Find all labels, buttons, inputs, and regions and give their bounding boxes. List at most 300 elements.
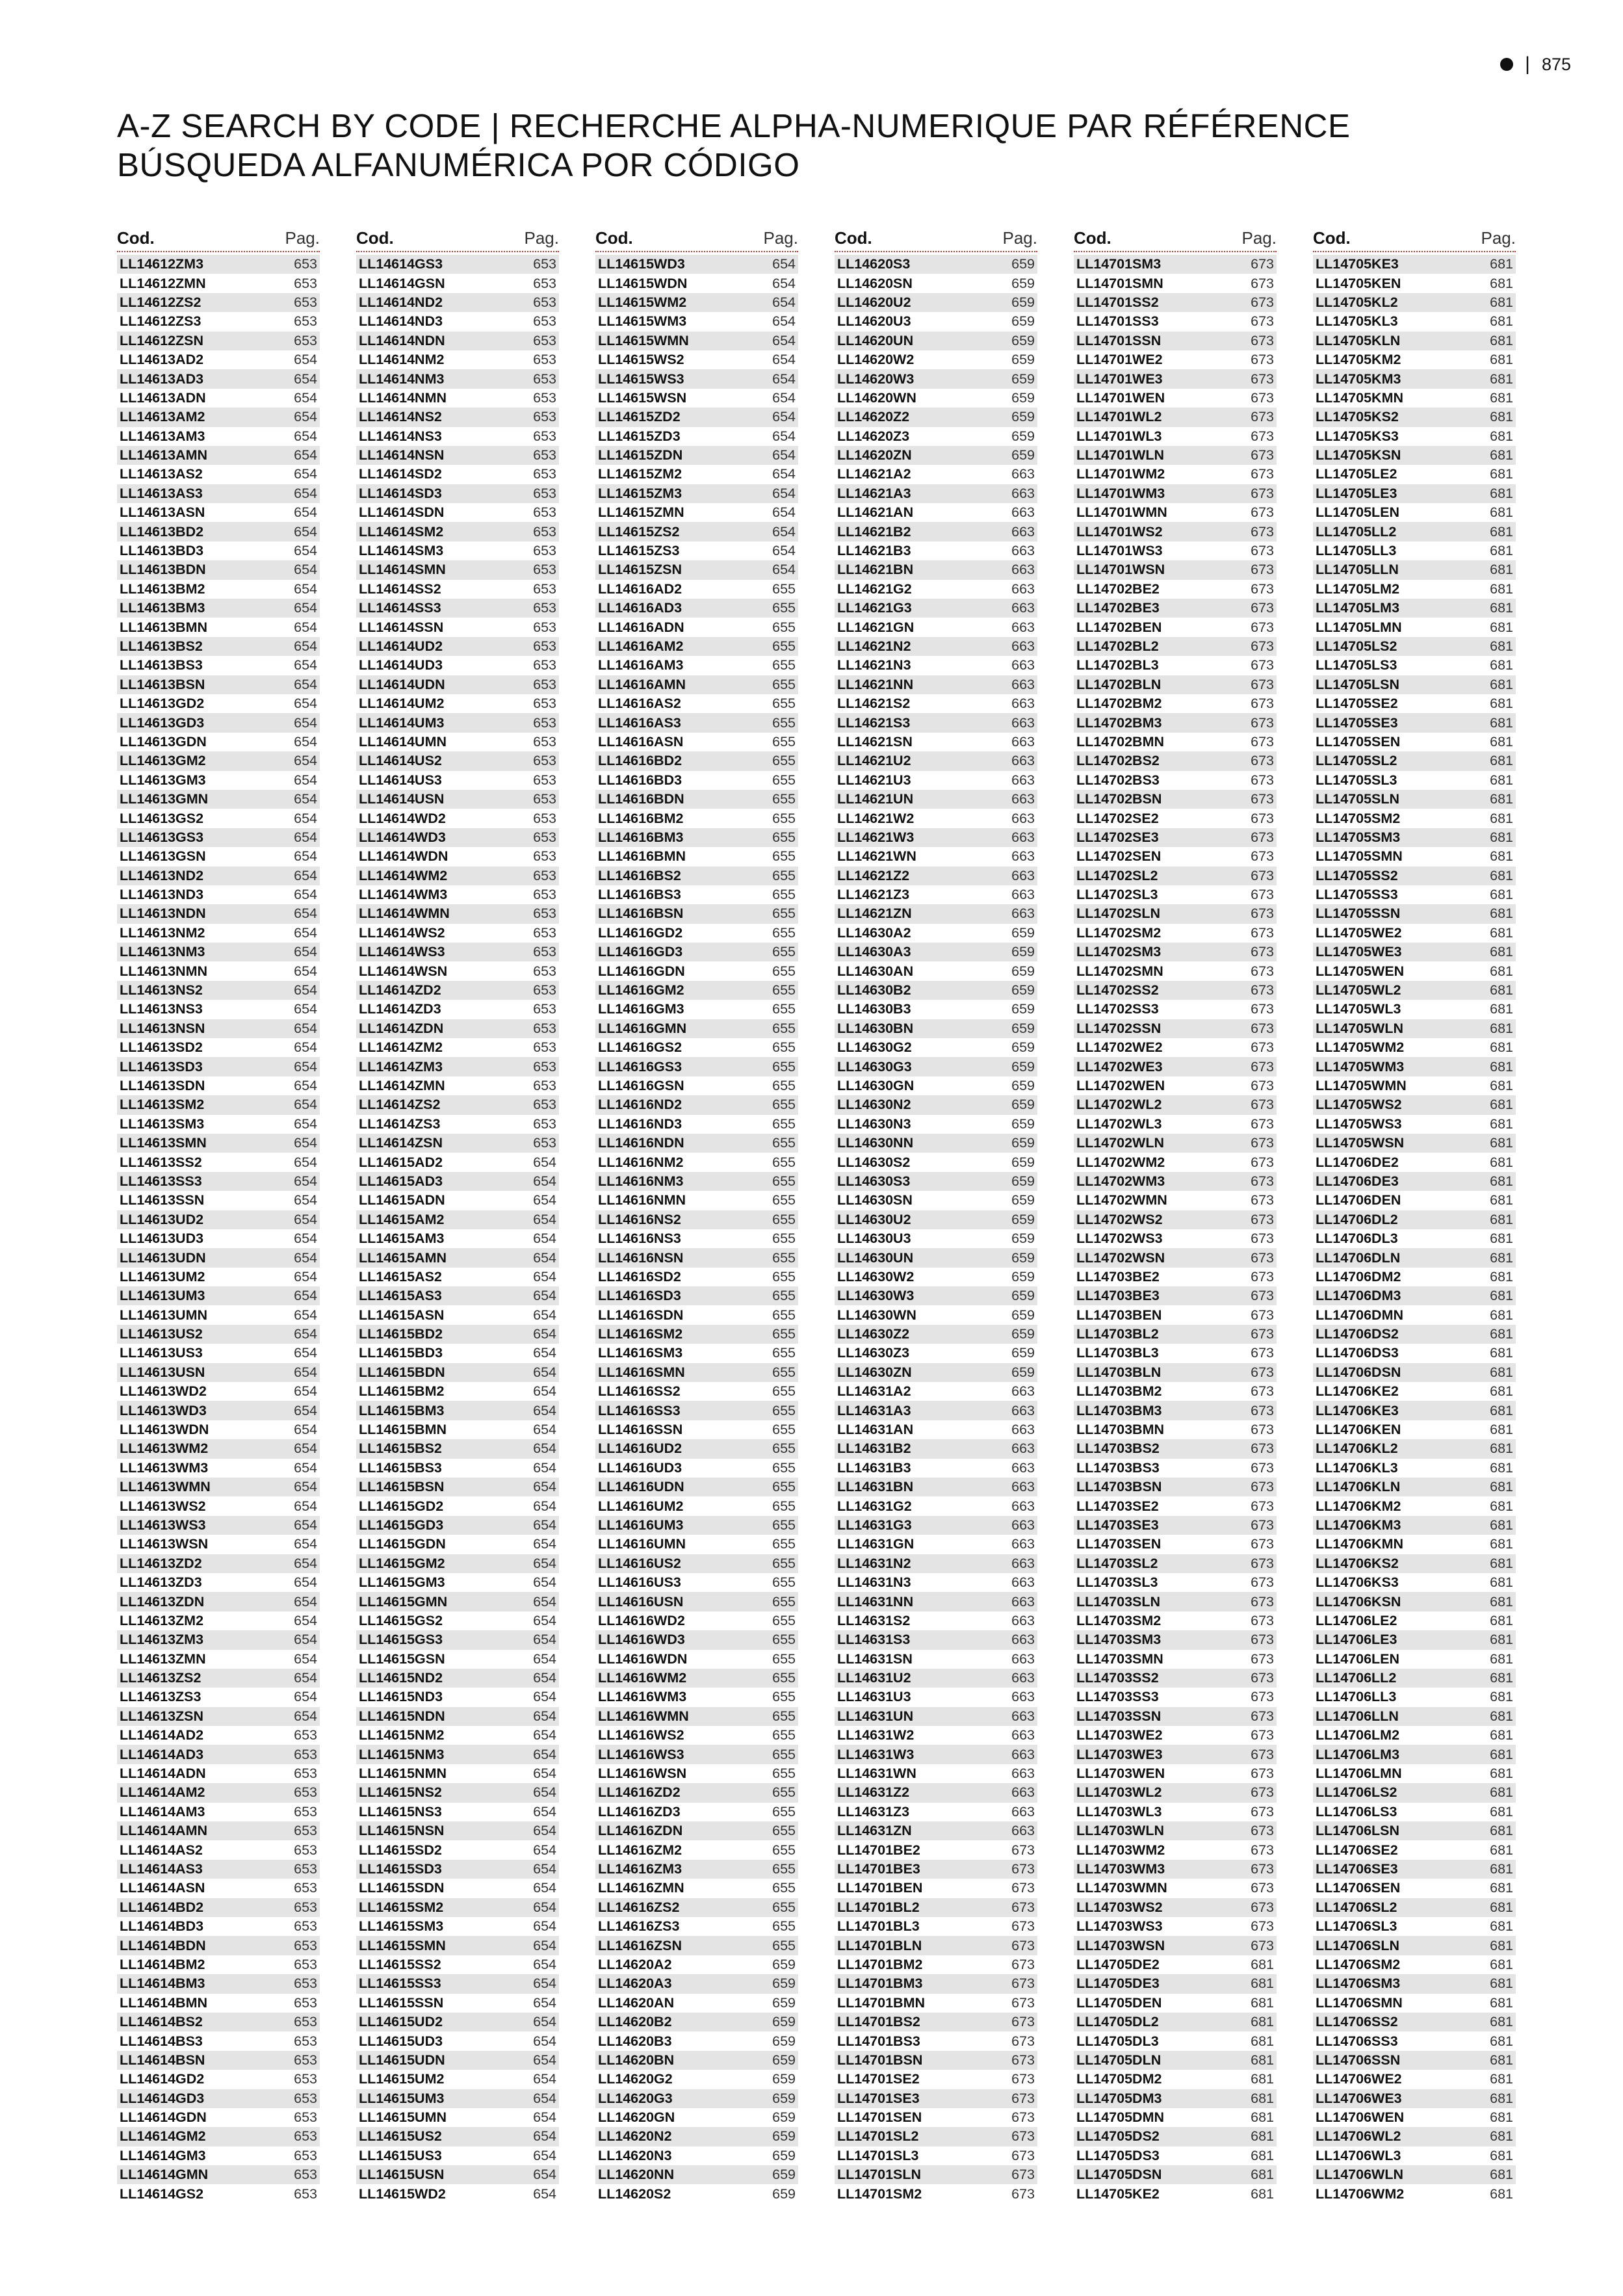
product-code: LL14616GM3 <box>598 1001 684 1017</box>
product-code: LL14702WE3 <box>1076 1058 1163 1075</box>
page-ref: 654 <box>294 1135 317 1151</box>
index-row <box>1074 2051 1277 2070</box>
page-ref: 655 <box>772 581 796 597</box>
page-ref: 655 <box>772 848 796 865</box>
page-ref: 655 <box>772 982 796 998</box>
page-ref: 681 <box>1490 1727 1513 1743</box>
page-ref: 663 <box>1011 619 1035 635</box>
product-code: LL14620GN <box>598 2109 675 2126</box>
index-row <box>356 1286 559 1305</box>
index-row <box>595 1286 798 1305</box>
page-ref: 673 <box>1251 867 1274 883</box>
product-code: LL14614ZM2 <box>359 1039 443 1056</box>
index-rows <box>835 255 1037 2204</box>
page-ref: 653 <box>533 1058 556 1075</box>
index-row <box>1074 790 1277 809</box>
page-ref: 654 <box>294 1650 317 1667</box>
page-ref: 655 <box>772 753 796 769</box>
product-code: LL14705SE3 <box>1316 714 1398 731</box>
product-code: LL14615SD2 <box>359 1842 442 1858</box>
page-ref: 681 <box>1490 963 1513 979</box>
product-code: LL14616SM2 <box>598 1326 683 1342</box>
page-ref: 663 <box>1011 1766 1035 1782</box>
page-ref: 654 <box>294 1708 317 1724</box>
product-code: LL14614BDN <box>120 1937 206 1953</box>
page-ref: 681 <box>1490 676 1513 692</box>
page-ref: 673 <box>1251 1058 1274 1075</box>
page-ref: 681 <box>1490 1249 1513 1266</box>
page-ref: 663 <box>1011 791 1035 807</box>
page-ref: 654 <box>533 1784 556 1801</box>
product-code: LL14703SS2 <box>1076 1670 1159 1686</box>
index-row <box>117 484 320 503</box>
product-code: LL14614WS2 <box>359 924 445 941</box>
page-ref: 681 <box>1490 1612 1513 1628</box>
product-code: LL14614BD2 <box>120 1899 204 1915</box>
index-row <box>356 675 559 694</box>
product-code: LL14705LL3 <box>1316 543 1397 559</box>
index-row <box>356 1707 559 1726</box>
product-code: LL14614AS2 <box>120 1842 203 1858</box>
page-ref: 673 <box>1251 1574 1274 1591</box>
product-code: LL14614WM2 <box>359 867 448 883</box>
index-row <box>1313 274 1516 293</box>
index-row <box>1313 1898 1516 1917</box>
product-code: LL14615WS2 <box>598 352 684 368</box>
index-row <box>595 1554 798 1573</box>
page-ref: 673 <box>1251 485 1274 501</box>
index-row <box>835 1210 1037 1229</box>
page-ref: 681 <box>1490 1058 1513 1075</box>
index-row <box>595 1955 798 1974</box>
product-code: LL14615ND3 <box>359 1689 443 1705</box>
product-code: LL14616GDN <box>598 963 685 979</box>
page-ref: 654 <box>294 1211 317 1227</box>
product-code: LL14616SDN <box>598 1307 684 1323</box>
page-ref: 655 <box>772 1441 796 1457</box>
page-ref: 681 <box>1490 2128 1513 2145</box>
page-ref: 654 <box>294 1115 317 1132</box>
product-code: LL14621G3 <box>837 600 912 616</box>
index-row <box>356 713 559 732</box>
product-code: LL14702SLN <box>1076 906 1161 922</box>
index-row <box>117 981 320 1000</box>
page-ref: 654 <box>294 409 317 425</box>
product-code: LL14614US2 <box>359 753 442 769</box>
page-ref: 681 <box>1490 1307 1513 1323</box>
product-code: LL14630A2 <box>837 924 911 941</box>
product-code: LL14631UN <box>837 1708 914 1724</box>
index-row <box>356 1038 559 1057</box>
product-code: LL14615GS3 <box>359 1632 443 1648</box>
page-ref: 653 <box>533 906 556 922</box>
page-ref: 655 <box>772 1918 796 1935</box>
page-ref: 681 <box>1490 2185 1513 2202</box>
page-ref: 655 <box>772 657 796 673</box>
product-code: LL14616UM2 <box>598 1498 684 1514</box>
index-row <box>1313 255 1516 274</box>
product-code: LL14615ADN <box>359 1192 445 1208</box>
index-row <box>1074 713 1277 732</box>
index-row <box>1074 1095 1277 1114</box>
product-code: LL14613WD3 <box>120 1402 207 1418</box>
product-code: LL14701SL3 <box>837 2147 919 2163</box>
product-code: LL14614UM3 <box>359 714 445 731</box>
page-ref: 655 <box>772 1670 796 1686</box>
page-ref: 655 <box>772 1039 796 1056</box>
product-code: LL14615AM3 <box>359 1231 445 1247</box>
product-code: LL14706KE2 <box>1316 1383 1399 1400</box>
page-ref: 681 <box>1251 2109 1274 2126</box>
page-ref: 681 <box>1490 523 1513 540</box>
product-code: LL14616AM2 <box>598 638 684 654</box>
page-ref: 655 <box>772 1115 796 1132</box>
index-row <box>835 809 1037 828</box>
product-code: LL14631S3 <box>837 1632 911 1648</box>
product-code: LL14616ZM2 <box>598 1842 682 1858</box>
page-ref: 681 <box>1490 1231 1513 1247</box>
product-code: LL14613ZM3 <box>120 1632 204 1648</box>
product-code: LL14614ZS3 <box>359 1115 441 1132</box>
product-code: LL14631N2 <box>837 1555 911 1571</box>
page-ref: 663 <box>1011 1670 1035 1686</box>
index-row <box>595 771 798 790</box>
index-row <box>117 408 320 426</box>
page-ref: 663 <box>1011 1689 1035 1705</box>
index-row <box>117 1382 320 1401</box>
page-ref: 681 <box>1490 1441 1513 1457</box>
index-row <box>356 1268 559 1286</box>
page-ref: 681 <box>1490 447 1513 463</box>
index-row <box>835 484 1037 503</box>
page-ref: 681 <box>1490 1956 1513 1972</box>
index-row <box>117 255 320 274</box>
index-row <box>595 1076 798 1095</box>
index-row <box>1074 1038 1277 1057</box>
page-ref: 654 <box>294 1632 317 1648</box>
index-row <box>835 1726 1037 1745</box>
index-row <box>595 1095 798 1114</box>
product-code: LL14616NM3 <box>598 1173 684 1189</box>
page-ref: 673 <box>1011 1880 1035 1896</box>
product-code: LL14620N3 <box>598 2147 672 2163</box>
index-row <box>595 2051 798 2070</box>
page-ref: 655 <box>772 1727 796 1743</box>
product-code: LL14703SM3 <box>1076 1632 1162 1648</box>
index-row <box>835 1248 1037 1267</box>
product-code: LL14620A2 <box>598 1956 672 1972</box>
page-ref: 655 <box>772 1211 796 1227</box>
index-row <box>1313 1305 1516 1324</box>
index-row <box>595 1764 798 1783</box>
page-ref: 681 <box>1490 848 1513 865</box>
product-code: LL14706LSN <box>1316 1823 1400 1839</box>
product-code: LL14615SDN <box>359 1880 445 1896</box>
page-title <box>117 107 1351 185</box>
index-row <box>117 771 320 790</box>
index-row <box>595 599 798 618</box>
page-ref: 653 <box>533 294 556 310</box>
product-code: LL14615ZD3 <box>598 428 681 444</box>
product-code: LL14706KE3 <box>1316 1402 1399 1418</box>
page-ref: 655 <box>772 1766 796 1782</box>
product-code: LL14703WMN <box>1076 1880 1167 1896</box>
index-row <box>1313 1344 1516 1363</box>
index-row <box>595 1134 798 1153</box>
index-row <box>835 1650 1037 1669</box>
index-row <box>595 541 798 560</box>
index-row <box>595 1803 798 1821</box>
index-row <box>1074 1363 1277 1382</box>
page-ref: 673 <box>1251 944 1274 960</box>
product-code: LL14613BM2 <box>120 581 205 597</box>
index-row <box>117 885 320 904</box>
product-code: LL14616US3 <box>598 1574 681 1591</box>
product-code: LL14702SM3 <box>1076 944 1162 960</box>
product-code: LL14616ZDN <box>598 1823 683 1839</box>
product-code: LL14613ASN <box>120 504 205 521</box>
page-ref: 659 <box>1011 1326 1035 1342</box>
product-code: LL14613GDN <box>120 733 207 750</box>
page-ref: 654 <box>772 313 796 330</box>
index-row <box>117 1688 320 1706</box>
page-ref: 654 <box>772 523 796 540</box>
index-row <box>1074 1305 1277 1324</box>
page-ref: 673 <box>1011 2052 1035 2068</box>
product-code: LL14613SDN <box>120 1077 205 1093</box>
index-row <box>595 1363 798 1382</box>
index-row <box>1313 369 1516 388</box>
index-row <box>835 694 1037 713</box>
page-ref: 681 <box>1490 1326 1513 1342</box>
page-ref: 654 <box>533 1383 556 1400</box>
product-code: LL14614GD3 <box>120 2090 205 2106</box>
page-ref: 659 <box>1011 982 1035 998</box>
product-code: LL14615UD3 <box>359 2033 443 2049</box>
product-code: LL14615US3 <box>359 2147 442 2163</box>
product-code: LL14613AM2 <box>120 409 205 425</box>
index-row <box>356 2031 559 2050</box>
product-code: LL14703WL2 <box>1076 1784 1162 1801</box>
product-code: LL14705KE2 <box>1076 2185 1160 2202</box>
product-code: LL14703WEN <box>1076 1766 1165 1782</box>
page-ref: 681 <box>1490 906 1513 922</box>
page-ref: 681 <box>1490 733 1513 750</box>
index-row <box>595 1344 798 1363</box>
page-ref: 681 <box>1490 1154 1513 1170</box>
page-ref: 655 <box>772 1020 796 1036</box>
product-code: LL14613SM3 <box>120 1115 205 1132</box>
index-row <box>835 274 1037 293</box>
index-row <box>356 618 559 636</box>
page-ref: 653 <box>533 1077 556 1093</box>
product-code: LL14705LMN <box>1316 619 1402 635</box>
product-code: LL14706DLN <box>1316 1249 1401 1266</box>
index-row <box>1313 885 1516 904</box>
index-row <box>1313 427 1516 446</box>
page-ref: 673 <box>1251 1937 1274 1953</box>
product-code: LL14701SLN <box>837 2167 922 2183</box>
page-ref: 655 <box>772 1479 796 1495</box>
product-code: LL14701BMN <box>837 1994 926 2011</box>
product-code: LL14616ND2 <box>598 1097 682 1113</box>
index-row <box>1313 1821 1516 1840</box>
index-row <box>595 1650 798 1669</box>
page-ref: 654 <box>294 753 317 769</box>
page-ref: 673 <box>1251 696 1274 712</box>
product-code: LL14705LM2 <box>1316 581 1400 597</box>
index-row <box>835 2146 1037 2165</box>
product-code: LL14613GD3 <box>120 714 205 731</box>
product-code: LL14705SM3 <box>1316 829 1401 845</box>
index-row <box>356 1153 559 1171</box>
page-ref: 673 <box>1251 848 1274 865</box>
product-code: LL14613ZD3 <box>120 1574 202 1591</box>
page-ref: 663 <box>1011 1708 1035 1724</box>
index-row <box>117 1669 320 1688</box>
page-ref: 659 <box>1011 371 1035 387</box>
index-row <box>1074 1115 1277 1134</box>
index-row <box>595 637 798 656</box>
page-ref: 654 <box>533 1555 556 1571</box>
page-ref: 654 <box>294 1422 317 1438</box>
page-ref: 654 <box>294 963 317 979</box>
index-row <box>356 1669 559 1688</box>
product-code: LL14614BD3 <box>120 1918 204 1935</box>
product-code: LL14616BSN <box>598 906 684 922</box>
index-row <box>356 2108 559 2127</box>
index-row <box>117 389 320 408</box>
index-row <box>835 618 1037 636</box>
page-ref: 673 <box>1251 409 1274 425</box>
product-code: LL14705DE2 <box>1076 1956 1160 1972</box>
product-code: LL14702BE2 <box>1076 581 1160 597</box>
page-ref: 681 <box>1490 1459 1513 1476</box>
index-row <box>1074 1000 1277 1019</box>
index-row <box>1074 751 1277 770</box>
product-code: LL14701SE3 <box>837 2090 920 2106</box>
index-row <box>117 1917 320 1936</box>
product-code: LL14702WS2 <box>1076 1211 1163 1227</box>
index-row <box>595 1535 798 1554</box>
index-row <box>356 2051 559 2070</box>
index-row <box>1313 1611 1516 1630</box>
page-ref: 653 <box>294 1842 317 1858</box>
page-ref: 654 <box>533 1918 556 1935</box>
page-ref: 653 <box>533 352 556 368</box>
index-row <box>595 1917 798 1936</box>
page-ref: 655 <box>772 1249 796 1266</box>
page-ref: 653 <box>294 2128 317 2145</box>
index-row <box>835 675 1037 694</box>
index-row <box>835 1688 1037 1706</box>
index-row <box>595 790 798 809</box>
product-code: LL14616WSN <box>598 1766 687 1782</box>
index-row <box>1074 1535 1277 1554</box>
product-code: LL14702BL2 <box>1076 638 1159 654</box>
index-row <box>1074 1936 1277 1955</box>
index-row <box>1074 255 1277 274</box>
product-code: LL14615ASN <box>359 1307 445 1323</box>
index-row <box>1313 1650 1516 1669</box>
page-ref: 673 <box>1251 753 1274 769</box>
product-code: LL14616NMN <box>598 1192 686 1208</box>
product-code: LL14616ZM3 <box>598 1861 682 1877</box>
product-code: LL14613WS3 <box>120 1517 206 1533</box>
header-separator: | <box>1525 53 1530 75</box>
page-ref: 654 <box>533 1593 556 1610</box>
product-code: LL14621NN <box>837 676 914 692</box>
product-code: LL14612ZS2 <box>120 294 201 310</box>
product-code: LL14631BN <box>837 1479 914 1495</box>
page-ref: 655 <box>772 1383 796 1400</box>
page-ref: 673 <box>1011 2109 1035 2126</box>
page-ref: 673 <box>1251 1364 1274 1380</box>
page-ref: 681 <box>1490 1861 1513 1877</box>
page-ref: 673 <box>1251 1536 1274 1552</box>
page-ref: 663 <box>1011 733 1035 750</box>
product-code: LL14613GS2 <box>120 810 204 826</box>
page-ref: 673 <box>1251 810 1274 826</box>
page-ref: 673 <box>1251 313 1274 330</box>
product-code: LL14620BN <box>598 2052 675 2068</box>
page-ref: 673 <box>1251 1727 1274 1743</box>
product-code: LL14615WM3 <box>598 313 687 330</box>
index-row <box>835 924 1037 943</box>
product-code: LL14620W3 <box>837 371 915 387</box>
product-code: LL14614AM3 <box>120 1803 205 1820</box>
index-row <box>117 1994 320 2013</box>
index-row <box>595 1210 798 1229</box>
product-code: LL14613WD2 <box>120 1383 207 1400</box>
index-row <box>1313 1268 1516 1286</box>
product-code: LL14615UD2 <box>359 2014 443 2030</box>
page-ref: 659 <box>772 2052 796 2068</box>
product-code: LL14613AS2 <box>120 466 203 482</box>
product-code: LL14620Z2 <box>837 409 910 425</box>
product-code: LL14616GM2 <box>598 982 684 998</box>
index-row <box>356 790 559 809</box>
product-code: LL14702WL2 <box>1076 1097 1162 1113</box>
index-row <box>1313 1573 1516 1592</box>
product-code: LL14616NSN <box>598 1249 684 1266</box>
index-row <box>117 1764 320 1783</box>
index-row <box>835 541 1037 560</box>
index-row <box>356 369 559 388</box>
index-row <box>117 1650 320 1669</box>
index-row <box>1074 503 1277 522</box>
page-ref: 654 <box>294 562 317 578</box>
page-ref: 653 <box>294 1956 317 1972</box>
product-code: LL14703BEN <box>1076 1307 1162 1323</box>
header-page-label: Pag. <box>285 228 320 248</box>
index-row <box>117 847 320 866</box>
page-ref: 654 <box>294 906 317 922</box>
index-row <box>595 274 798 293</box>
page-ref: 673 <box>1251 1268 1274 1285</box>
index-row <box>1313 1955 1516 1974</box>
product-code: LL14621S3 <box>837 714 911 731</box>
page-ref: 655 <box>772 1574 796 1591</box>
product-code: LL14616SS2 <box>598 1383 681 1400</box>
page-ref: 681 <box>1490 1097 1513 1113</box>
page-ref: 654 <box>294 810 317 826</box>
page-ref: 673 <box>1011 1976 1035 1992</box>
product-code: LL14614ZM3 <box>359 1058 443 1075</box>
index-row <box>1074 1592 1277 1611</box>
product-code: LL14705DE3 <box>1076 1976 1160 1992</box>
product-code: LL14630U3 <box>837 1231 911 1247</box>
